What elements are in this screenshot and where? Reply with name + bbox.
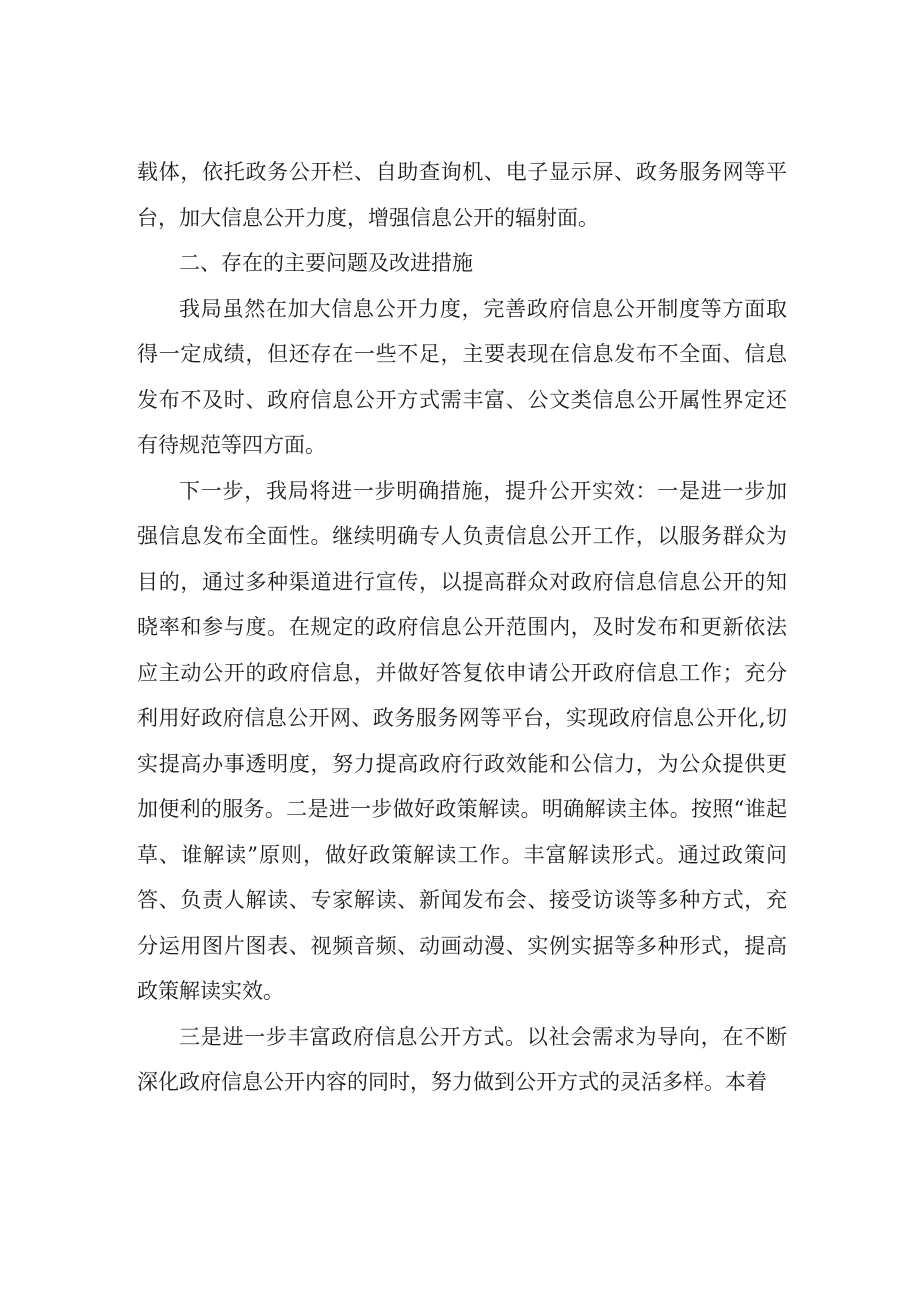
paragraph-problems: 我局虽然在加大信息公开力度，完善政府信息公开制度等方面取得一定成绩，但还存在一些不足，主要表现在信息发布不全面、信息发布不及时、政府信息公开方式需丰富、公文类信息公开属性界定还有待规范等四方面。: [137, 296, 787, 457]
document-body: [137, 150, 787, 1106]
section-heading: 二、存在的主要问题及改进措施: [179, 251, 473, 275]
paragraph-continuation: 载体，依托政务公开栏、自助查询机、电子显示屏、政务服务网等平台，加大信息公开力度，增强信息公开的辐射面。: [137, 160, 787, 230]
paragraph-next-steps: 下一步，我局将进一步明确措施，提升公开实效：一是进一步加强信息发布全面性。继续明确专人负责信息公开工作，以服务群众为目的，通过多种渠道进行宣传，以提高群众对政府信息信息公开的知晓率和参与度。在规定的政府信息公开范围内，及时发布和更新依法应主动公开的政府信息，并做好答复依申请公开政府信息工作；充分利用好政府信息公开网、政务服务网等平台，实现政府信息公开化,切实提高办事透明度，努力提高政府行政效能和公信力，为公众提供更加便利的服务。二是进一步做好政策解读。明确解读主体。按照“谁起草、谁解读”原则，做好政策解读工作。丰富解读形式。通过政策问答、负责人解读、专家解读、新闻发布会、接受访谈等多种方式，充分运用图片图表、视频音频、动画动漫、实例实据等多种形式，提高政策解读实效。: [137, 478, 787, 1003]
paragraph-third-measure: 三是进一步丰富政府信息公开方式。以社会需求为导向，在不断深化政府信息公开内容的同时，努力做到公开方式的灵活多样。本着: [137, 1024, 787, 1094]
